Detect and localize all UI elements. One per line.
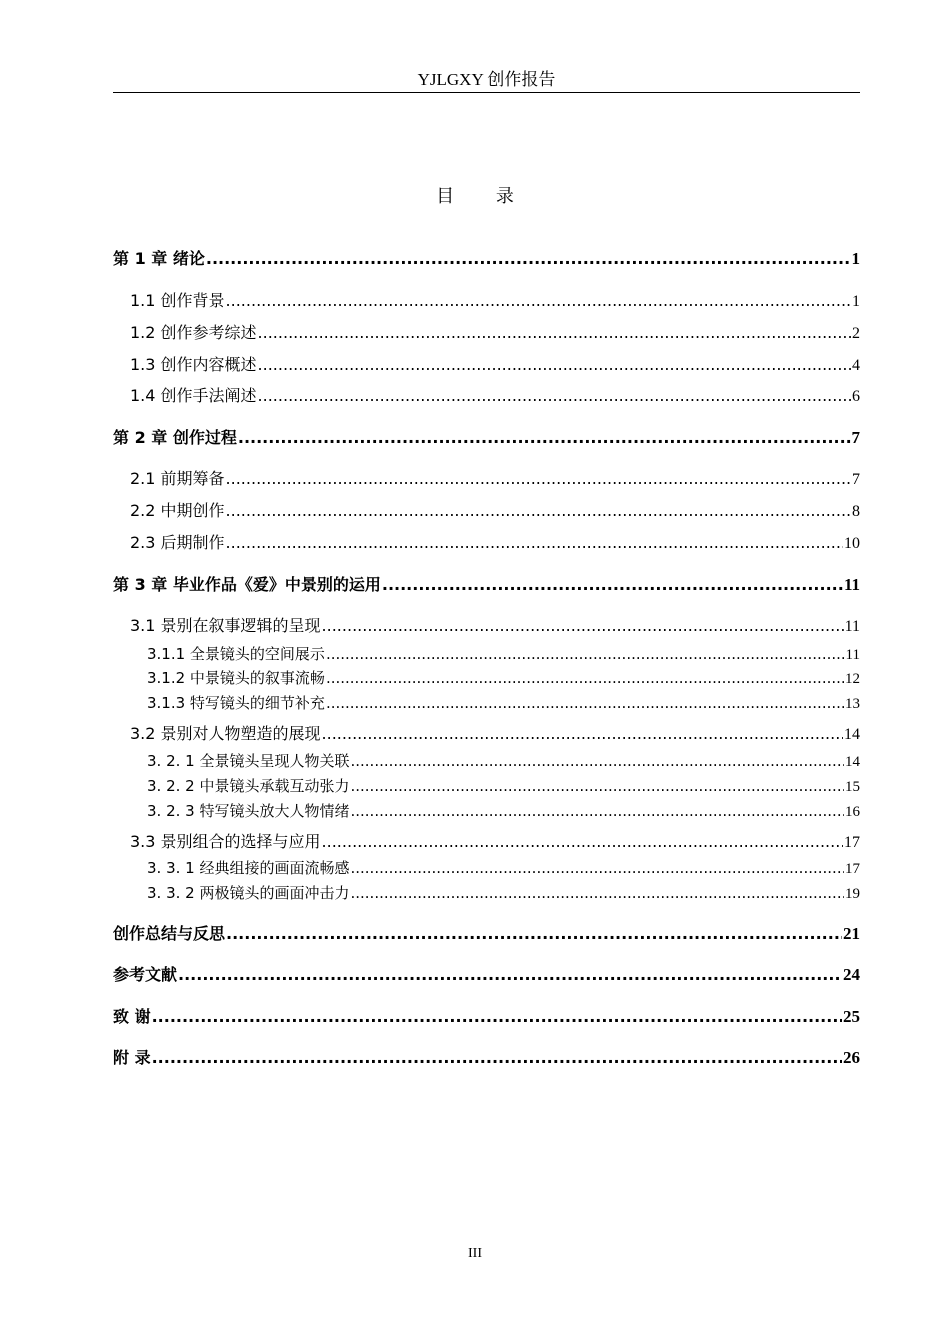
toc-entry-label: 3.1.1 全景镜头的空间展示 bbox=[147, 645, 325, 663]
toc-entry-page: 7 bbox=[852, 471, 860, 488]
toc-leader-dots bbox=[382, 575, 843, 594]
toc-leader-dots bbox=[322, 832, 843, 851]
toc-entry-page: 1 bbox=[852, 293, 860, 310]
toc-entry-page: 12 bbox=[845, 671, 860, 687]
toc-entry[interactable] bbox=[130, 320, 860, 343]
toc-entry-label: 1.2 创作参考综述 bbox=[130, 323, 257, 342]
toc-entry-label: 2.1 前期筹备 bbox=[130, 469, 225, 488]
toc-title: 目 录 bbox=[436, 186, 532, 207]
toc-entry[interactable] bbox=[113, 572, 860, 595]
toc-entry[interactable] bbox=[130, 498, 860, 521]
toc-entry-label: 第 1 章 绪论 bbox=[113, 249, 205, 268]
toc-leader-dots bbox=[226, 533, 843, 552]
toc-entry-label: 3. 3. 2 两极镜头的画面冲击力 bbox=[147, 884, 350, 902]
toc-entry[interactable] bbox=[147, 800, 860, 821]
toc-entry-page: 14 bbox=[845, 754, 860, 770]
toc-entry[interactable] bbox=[130, 288, 860, 311]
toc-entry[interactable] bbox=[113, 1004, 860, 1027]
toc-leader-dots bbox=[322, 724, 843, 743]
toc-entry-label: 3.1 景别在叙事逻辑的呈现 bbox=[130, 616, 321, 635]
toc-entry-label: 致 谢 bbox=[113, 1007, 151, 1026]
toc-entry[interactable] bbox=[130, 466, 860, 489]
toc-leader-dots bbox=[258, 355, 851, 374]
toc-leader-dots bbox=[258, 386, 851, 405]
toc-entry-page: 7 bbox=[851, 428, 860, 447]
toc-entry[interactable] bbox=[147, 775, 860, 796]
toc-leader-dots bbox=[178, 965, 842, 984]
toc-entry-label: 创作总结与反思 bbox=[113, 924, 226, 943]
toc-leader-dots bbox=[322, 616, 844, 635]
toc-entry-page: 11 bbox=[845, 647, 860, 663]
toc-entry[interactable] bbox=[130, 530, 860, 553]
toc-entry-label: 2.2 中期创作 bbox=[130, 501, 225, 520]
page-number: III bbox=[468, 1246, 482, 1261]
toc-entry-label: 3.1.3 特写镜头的细节补充 bbox=[147, 694, 325, 712]
toc-entry[interactable] bbox=[130, 721, 860, 744]
toc-entry-page: 11 bbox=[844, 618, 860, 635]
toc-entry-page: 2 bbox=[852, 325, 860, 342]
toc-leader-dots bbox=[226, 469, 851, 488]
toc-entry[interactable] bbox=[147, 882, 860, 903]
toc-entry-page: 17 bbox=[844, 834, 860, 851]
toc-entry-page: 19 bbox=[845, 886, 860, 902]
page-header: YJLGXY 创作报告 bbox=[417, 70, 556, 89]
toc-entry-page: 24 bbox=[843, 965, 860, 984]
toc-leader-dots bbox=[326, 669, 844, 687]
toc-entry-label: 参考文献 bbox=[113, 965, 178, 984]
toc-entry-page: 25 bbox=[843, 1007, 860, 1026]
toc-entry-label: 1.1 创作背景 bbox=[130, 291, 225, 310]
toc-entry-label: 2.3 后期制作 bbox=[130, 533, 225, 552]
toc-entry-page: 16 bbox=[845, 804, 860, 820]
toc-entry[interactable] bbox=[147, 643, 860, 664]
toc-leader-dots bbox=[226, 501, 851, 520]
toc-leader-dots bbox=[350, 884, 844, 902]
toc-leader-dots bbox=[206, 249, 851, 268]
toc-entry[interactable] bbox=[130, 383, 860, 406]
toc-entry-label: 3.2 景别对人物塑造的展现 bbox=[130, 724, 321, 743]
toc-entry[interactable] bbox=[113, 1045, 860, 1068]
toc-entry-page: 10 bbox=[844, 535, 860, 552]
toc-entry-page: 15 bbox=[845, 779, 860, 795]
toc-entry-page: 8 bbox=[852, 503, 860, 520]
toc-entry-page: 6 bbox=[852, 388, 860, 405]
toc-entry-label: 第 2 章 创作过程 bbox=[113, 428, 237, 447]
toc-entry-label: 3.1.2 中景镜头的叙事流畅 bbox=[147, 669, 325, 687]
toc-entry-page: 26 bbox=[843, 1048, 860, 1067]
toc-entry[interactable] bbox=[113, 246, 860, 269]
toc-entry-page: 14 bbox=[844, 726, 860, 743]
toc-leader-dots bbox=[226, 924, 842, 943]
toc-entry-page: 11 bbox=[843, 575, 860, 594]
toc-entry[interactable] bbox=[113, 921, 860, 944]
toc-entry-label: 附 录 bbox=[113, 1048, 151, 1067]
toc-leader-dots bbox=[238, 428, 851, 447]
toc-entry[interactable] bbox=[130, 829, 860, 852]
toc-leader-dots bbox=[152, 1007, 842, 1026]
toc-entry-label: 1.4 创作手法阐述 bbox=[130, 386, 257, 405]
toc-leader-dots bbox=[326, 645, 845, 663]
toc-entry[interactable] bbox=[130, 613, 860, 636]
toc-leader-dots bbox=[226, 291, 851, 310]
toc-entry-label: 3.3 景别组合的选择与应用 bbox=[130, 832, 321, 851]
toc-entry-label: 第 3 章 毕业作品《爱》中景别的运用 bbox=[113, 575, 381, 594]
toc-entry-page: 1 bbox=[851, 249, 860, 268]
toc-entry-label: 3. 2. 3 特写镜头放大人物情绪 bbox=[147, 802, 350, 820]
toc-entry-page: 21 bbox=[843, 924, 860, 943]
toc-entry[interactable] bbox=[113, 962, 860, 985]
toc-entry-page: 17 bbox=[845, 861, 860, 877]
toc-entry[interactable] bbox=[147, 750, 860, 771]
toc-entry[interactable] bbox=[147, 857, 860, 878]
toc-entry-page: 13 bbox=[845, 696, 860, 712]
toc-leader-dots bbox=[258, 323, 851, 342]
toc-entry[interactable] bbox=[147, 667, 860, 688]
header-rule bbox=[113, 92, 860, 93]
toc-entry-label: 3. 3. 1 经典组接的画面流畅感 bbox=[147, 859, 350, 877]
toc-leader-dots bbox=[350, 859, 844, 877]
toc-entry[interactable] bbox=[113, 425, 860, 448]
toc-entry-label: 3. 2. 1 全景镜头呈现人物关联 bbox=[147, 752, 350, 770]
toc-entry[interactable] bbox=[147, 692, 860, 713]
toc-leader-dots bbox=[350, 802, 844, 820]
toc-leader-dots bbox=[152, 1048, 842, 1067]
toc-entry[interactable] bbox=[130, 352, 860, 375]
toc-entry-page: 4 bbox=[852, 357, 860, 374]
toc-entry-label: 3. 2. 2 中景镜头承载互动张力 bbox=[147, 777, 350, 795]
toc-leader-dots bbox=[350, 777, 844, 795]
toc-leader-dots bbox=[350, 752, 844, 770]
toc-entry-label: 1.3 创作内容概述 bbox=[130, 355, 257, 374]
toc-leader-dots bbox=[326, 694, 844, 712]
